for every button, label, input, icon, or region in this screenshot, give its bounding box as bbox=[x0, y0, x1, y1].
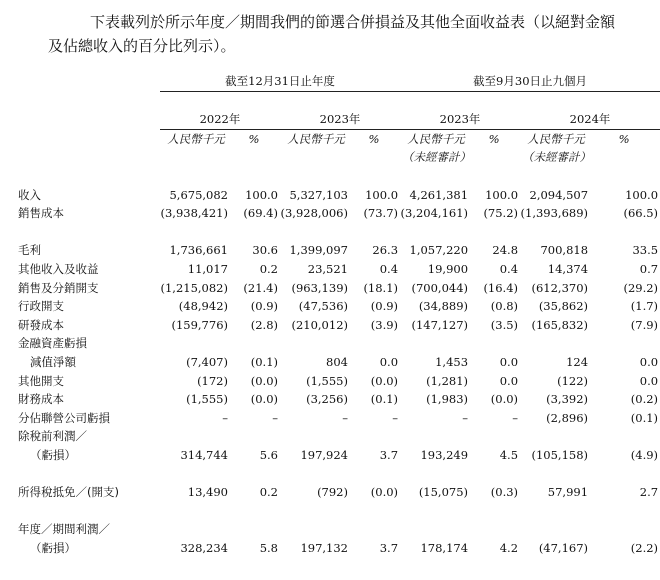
percent-cell: 2.7 bbox=[639, 485, 659, 500]
percent-cell: (0.9) bbox=[250, 299, 278, 314]
amount-cell: (3,392) bbox=[546, 392, 589, 407]
percent-cell: (0.1) bbox=[250, 354, 278, 369]
table-row bbox=[0, 279, 660, 298]
table-row bbox=[0, 446, 660, 465]
table-row bbox=[0, 427, 660, 446]
percent-cell: (3.5) bbox=[490, 317, 519, 332]
amount-cell: – bbox=[342, 410, 348, 425]
amount-cell: 804 bbox=[326, 354, 348, 369]
percent-cell: 30.6 bbox=[252, 243, 278, 258]
amount-cell: 197,132 bbox=[300, 540, 348, 555]
percent-cell bbox=[590, 334, 660, 353]
percent-cell bbox=[350, 334, 400, 353]
amount-cell: (47,536) bbox=[298, 299, 348, 314]
amount-cell: (1,555) bbox=[306, 373, 348, 388]
amount-cell: (1,281) bbox=[426, 373, 469, 388]
row-label: 毛利 bbox=[18, 243, 41, 258]
amount-cell: (165,832) bbox=[531, 317, 589, 332]
amount-cell: 1,736,661 bbox=[169, 243, 228, 258]
percent-cell: 100.0 bbox=[625, 187, 659, 202]
amount-cell bbox=[160, 520, 230, 539]
percent-cell bbox=[230, 334, 280, 353]
header-year-row bbox=[0, 110, 660, 129]
row-label: 金融資產虧損 bbox=[18, 336, 87, 351]
amount-cell: (1,215,082) bbox=[160, 280, 228, 295]
table-row bbox=[0, 539, 660, 558]
amount-cell: (210,012) bbox=[291, 317, 348, 332]
percent-cell: 0.7 bbox=[639, 261, 659, 276]
amount-cell: 19,900 bbox=[427, 261, 469, 276]
unaudited-note: （未經審計） bbox=[522, 150, 592, 165]
percent-cell: (69.4) bbox=[243, 206, 278, 221]
row-label: 行政開支 bbox=[18, 299, 64, 314]
unit-pct: % bbox=[368, 131, 380, 146]
percent-cell: (3.9) bbox=[370, 317, 399, 332]
amount-cell: 1,453 bbox=[435, 354, 469, 369]
amount-cell: (700,044) bbox=[411, 280, 469, 295]
amount-cell bbox=[520, 427, 590, 446]
percent-cell: 0.4 bbox=[379, 261, 399, 276]
table-row bbox=[0, 372, 660, 391]
percent-cell: 100.0 bbox=[245, 187, 278, 202]
percent-cell: 0.0 bbox=[379, 354, 399, 369]
unit-pct: % bbox=[248, 131, 260, 146]
intro-paragraph bbox=[48, 10, 648, 58]
percent-cell: 0.0 bbox=[639, 373, 659, 388]
percent-cell: (2.8) bbox=[250, 317, 278, 332]
amount-cell: 314,744 bbox=[180, 447, 228, 462]
amount-cell: 197,924 bbox=[300, 447, 348, 462]
table-row bbox=[0, 297, 660, 316]
unit-rmb: 人民幣千元 bbox=[527, 131, 585, 146]
amount-cell: 124 bbox=[566, 354, 589, 369]
percent-cell: 33.5 bbox=[632, 243, 659, 258]
table-row bbox=[0, 334, 660, 353]
amount-cell: (172) bbox=[197, 373, 228, 388]
percent-cell bbox=[230, 520, 280, 539]
percent-cell: (2.2) bbox=[630, 540, 659, 555]
percent-cell: 0.0 bbox=[499, 373, 519, 388]
amount-cell: 1,057,220 bbox=[409, 243, 469, 258]
table-row bbox=[0, 409, 660, 428]
percent-cell: (0.0) bbox=[250, 392, 278, 407]
percent-cell: 5.8 bbox=[259, 540, 278, 555]
unaudited-note: （未經審計） bbox=[402, 150, 472, 165]
amount-cell: (1,983) bbox=[426, 392, 469, 407]
amount-cell: (35,862) bbox=[538, 299, 589, 314]
amount-cell: (792) bbox=[317, 485, 348, 500]
row-label: （虧損） bbox=[30, 540, 76, 555]
percent-cell: (29.2) bbox=[623, 280, 659, 295]
amount-cell bbox=[400, 334, 470, 353]
unit-pct: % bbox=[488, 131, 500, 146]
percent-cell: (0.3) bbox=[490, 485, 519, 500]
amount-cell: (7,407) bbox=[186, 354, 228, 369]
percent-cell: (0.0) bbox=[370, 485, 399, 500]
percent-cell: – bbox=[392, 410, 399, 425]
percent-cell: 3.7 bbox=[379, 447, 399, 462]
unit-pct: % bbox=[618, 131, 630, 146]
percent-cell: (0.1) bbox=[630, 410, 659, 425]
row-label: 減值淨額 bbox=[30, 354, 76, 369]
amount-cell: (122) bbox=[557, 373, 589, 388]
percent-cell: – bbox=[272, 410, 278, 425]
income-statement-table bbox=[0, 72, 660, 557]
amount-cell bbox=[280, 427, 350, 446]
amount-cell: (105,158) bbox=[531, 447, 589, 462]
amount-cell: 193,249 bbox=[420, 447, 469, 462]
amount-cell: (15,075) bbox=[418, 485, 469, 500]
amount-cell: 1,399,097 bbox=[289, 243, 348, 258]
row-label: 年度／期間利潤／ bbox=[18, 522, 110, 537]
percent-cell bbox=[590, 520, 660, 539]
amount-cell: (1,393,689) bbox=[520, 206, 589, 221]
percent-cell: 0.0 bbox=[639, 354, 659, 369]
header-fiscal-year: 截至12月31日止年度 bbox=[160, 72, 400, 91]
amount-cell: (1,555) bbox=[186, 392, 228, 407]
percent-cell: (21.4) bbox=[243, 280, 278, 295]
amount-cell bbox=[280, 334, 350, 353]
row-label: 銷售及分銷開支 bbox=[18, 280, 99, 295]
row-label: 研發成本 bbox=[18, 317, 64, 332]
amount-cell: (2,896) bbox=[546, 410, 589, 425]
intro-line-1: 下表載列於所示年度／期間我們的節選合併損益及其他全面收益表（以絕對金額 bbox=[90, 13, 616, 31]
header-period-row bbox=[0, 72, 660, 91]
header-unit-row bbox=[0, 129, 660, 148]
amount-cell: 178,174 bbox=[420, 540, 469, 555]
amount-cell: (34,889) bbox=[418, 299, 469, 314]
amount-cell: 4,261,381 bbox=[409, 187, 469, 202]
amount-cell: – bbox=[462, 410, 469, 425]
percent-cell bbox=[470, 334, 520, 353]
row-label: （虧損） bbox=[30, 447, 76, 462]
percent-cell: (66.5) bbox=[623, 206, 659, 221]
intro-line-2: 及佔總收入的百分比列示）。 bbox=[48, 37, 236, 55]
percent-cell: 5.6 bbox=[259, 447, 278, 462]
amount-cell bbox=[280, 520, 350, 539]
percent-cell: (1.7) bbox=[630, 299, 659, 314]
percent-cell: 24.8 bbox=[492, 243, 519, 258]
amount-cell bbox=[160, 334, 230, 353]
row-label: 財務成本 bbox=[18, 392, 64, 407]
header-year-2022: 2022年 bbox=[160, 110, 280, 129]
percent-cell: (16.4) bbox=[483, 280, 519, 295]
amount-cell: (3,204,161) bbox=[400, 206, 469, 221]
amount-cell: (48,942) bbox=[178, 299, 228, 314]
percent-cell: 0.2 bbox=[259, 261, 278, 276]
row-label: 其他開支 bbox=[18, 373, 64, 388]
amount-cell: (963,139) bbox=[291, 280, 348, 295]
table-row bbox=[0, 316, 660, 335]
amount-cell bbox=[400, 520, 470, 539]
amount-cell: 700,818 bbox=[540, 243, 589, 258]
row-label: 分佔聯營公司虧損 bbox=[18, 410, 110, 425]
amount-cell: 14,374 bbox=[547, 261, 589, 276]
amount-cell: (147,127) bbox=[411, 317, 469, 332]
amount-cell: 57,991 bbox=[547, 485, 589, 500]
table-row bbox=[0, 390, 660, 409]
unit-rmb: 人民幣千元 bbox=[167, 131, 225, 146]
header-year-2023: 2023年 bbox=[280, 110, 400, 129]
table-row bbox=[0, 353, 660, 372]
percent-cell: (7.9) bbox=[630, 317, 659, 332]
table-row bbox=[0, 204, 660, 223]
percent-cell: (0.8) bbox=[490, 299, 519, 314]
table-row bbox=[0, 186, 660, 205]
table-row bbox=[0, 241, 660, 260]
amount-cell: 5,327,103 bbox=[289, 187, 348, 202]
table-row bbox=[0, 483, 660, 502]
header-unaudited-row bbox=[0, 148, 660, 167]
percent-cell: 0.0 bbox=[499, 354, 519, 369]
percent-cell: 0.4 bbox=[499, 261, 519, 276]
row-label: 銷售成本 bbox=[18, 206, 64, 221]
amount-cell: – bbox=[222, 410, 228, 425]
amount-cell: (3,938,421) bbox=[160, 206, 228, 221]
header-nine-months: 截至9月30日止九個月 bbox=[400, 72, 660, 91]
percent-cell: 3.7 bbox=[379, 540, 399, 555]
percent-cell: (4.9) bbox=[630, 447, 659, 462]
percent-cell: 100.0 bbox=[485, 187, 519, 202]
amount-cell: 13,490 bbox=[187, 485, 228, 500]
row-label: 所得稅抵免／(開支) bbox=[18, 485, 119, 500]
percent-cell: (0.0) bbox=[490, 392, 519, 407]
row-label: 收入 bbox=[18, 187, 41, 202]
amount-cell: (612,370) bbox=[531, 280, 589, 295]
percent-cell bbox=[230, 427, 280, 446]
percent-cell bbox=[470, 427, 520, 446]
amount-cell bbox=[520, 334, 590, 353]
header-year-2024-9m: 2024年 bbox=[520, 110, 660, 129]
percent-cell: 4.5 bbox=[499, 447, 519, 462]
table-row bbox=[0, 260, 660, 279]
percent-cell: – bbox=[512, 410, 519, 425]
amount-cell bbox=[400, 427, 470, 446]
percent-cell bbox=[470, 520, 520, 539]
amount-cell: 2,094,507 bbox=[529, 187, 589, 202]
percent-cell: (75.2) bbox=[483, 206, 519, 221]
percent-cell bbox=[350, 427, 400, 446]
row-label: 除稅前利潤／ bbox=[18, 429, 87, 444]
amount-cell: 11,017 bbox=[187, 261, 228, 276]
amount-cell: 328,234 bbox=[180, 540, 228, 555]
amount-cell: (3,928,006) bbox=[280, 206, 348, 221]
amount-cell: 23,521 bbox=[307, 261, 348, 276]
percent-cell: 4.2 bbox=[499, 540, 519, 555]
percent-cell: (0.0) bbox=[370, 373, 399, 388]
percent-cell: (0.9) bbox=[370, 299, 399, 314]
unit-rmb: 人民幣千元 bbox=[287, 131, 345, 146]
percent-cell: (0.0) bbox=[250, 373, 278, 388]
amount-cell bbox=[160, 427, 230, 446]
header-year-2023-9m: 2023年 bbox=[400, 110, 520, 129]
amount-cell: (3,256) bbox=[306, 392, 348, 407]
amount-cell: (47,167) bbox=[538, 540, 589, 555]
percent-cell: (73.7) bbox=[363, 206, 399, 221]
row-label: 其他收入及收益 bbox=[18, 261, 99, 276]
percent-cell bbox=[350, 520, 400, 539]
amount-cell: 5,675,082 bbox=[169, 187, 228, 202]
percent-cell: (18.1) bbox=[363, 280, 399, 295]
table-row bbox=[0, 520, 660, 539]
percent-cell: 0.2 bbox=[259, 485, 278, 500]
percent-cell: 100.0 bbox=[365, 187, 399, 202]
amount-cell: (159,776) bbox=[171, 317, 228, 332]
unit-rmb: 人民幣千元 bbox=[407, 131, 465, 146]
percent-cell: 26.3 bbox=[372, 243, 399, 258]
percent-cell: (0.2) bbox=[630, 392, 659, 407]
percent-cell: (0.1) bbox=[370, 392, 399, 407]
percent-cell bbox=[590, 427, 660, 446]
amount-cell bbox=[520, 520, 590, 539]
